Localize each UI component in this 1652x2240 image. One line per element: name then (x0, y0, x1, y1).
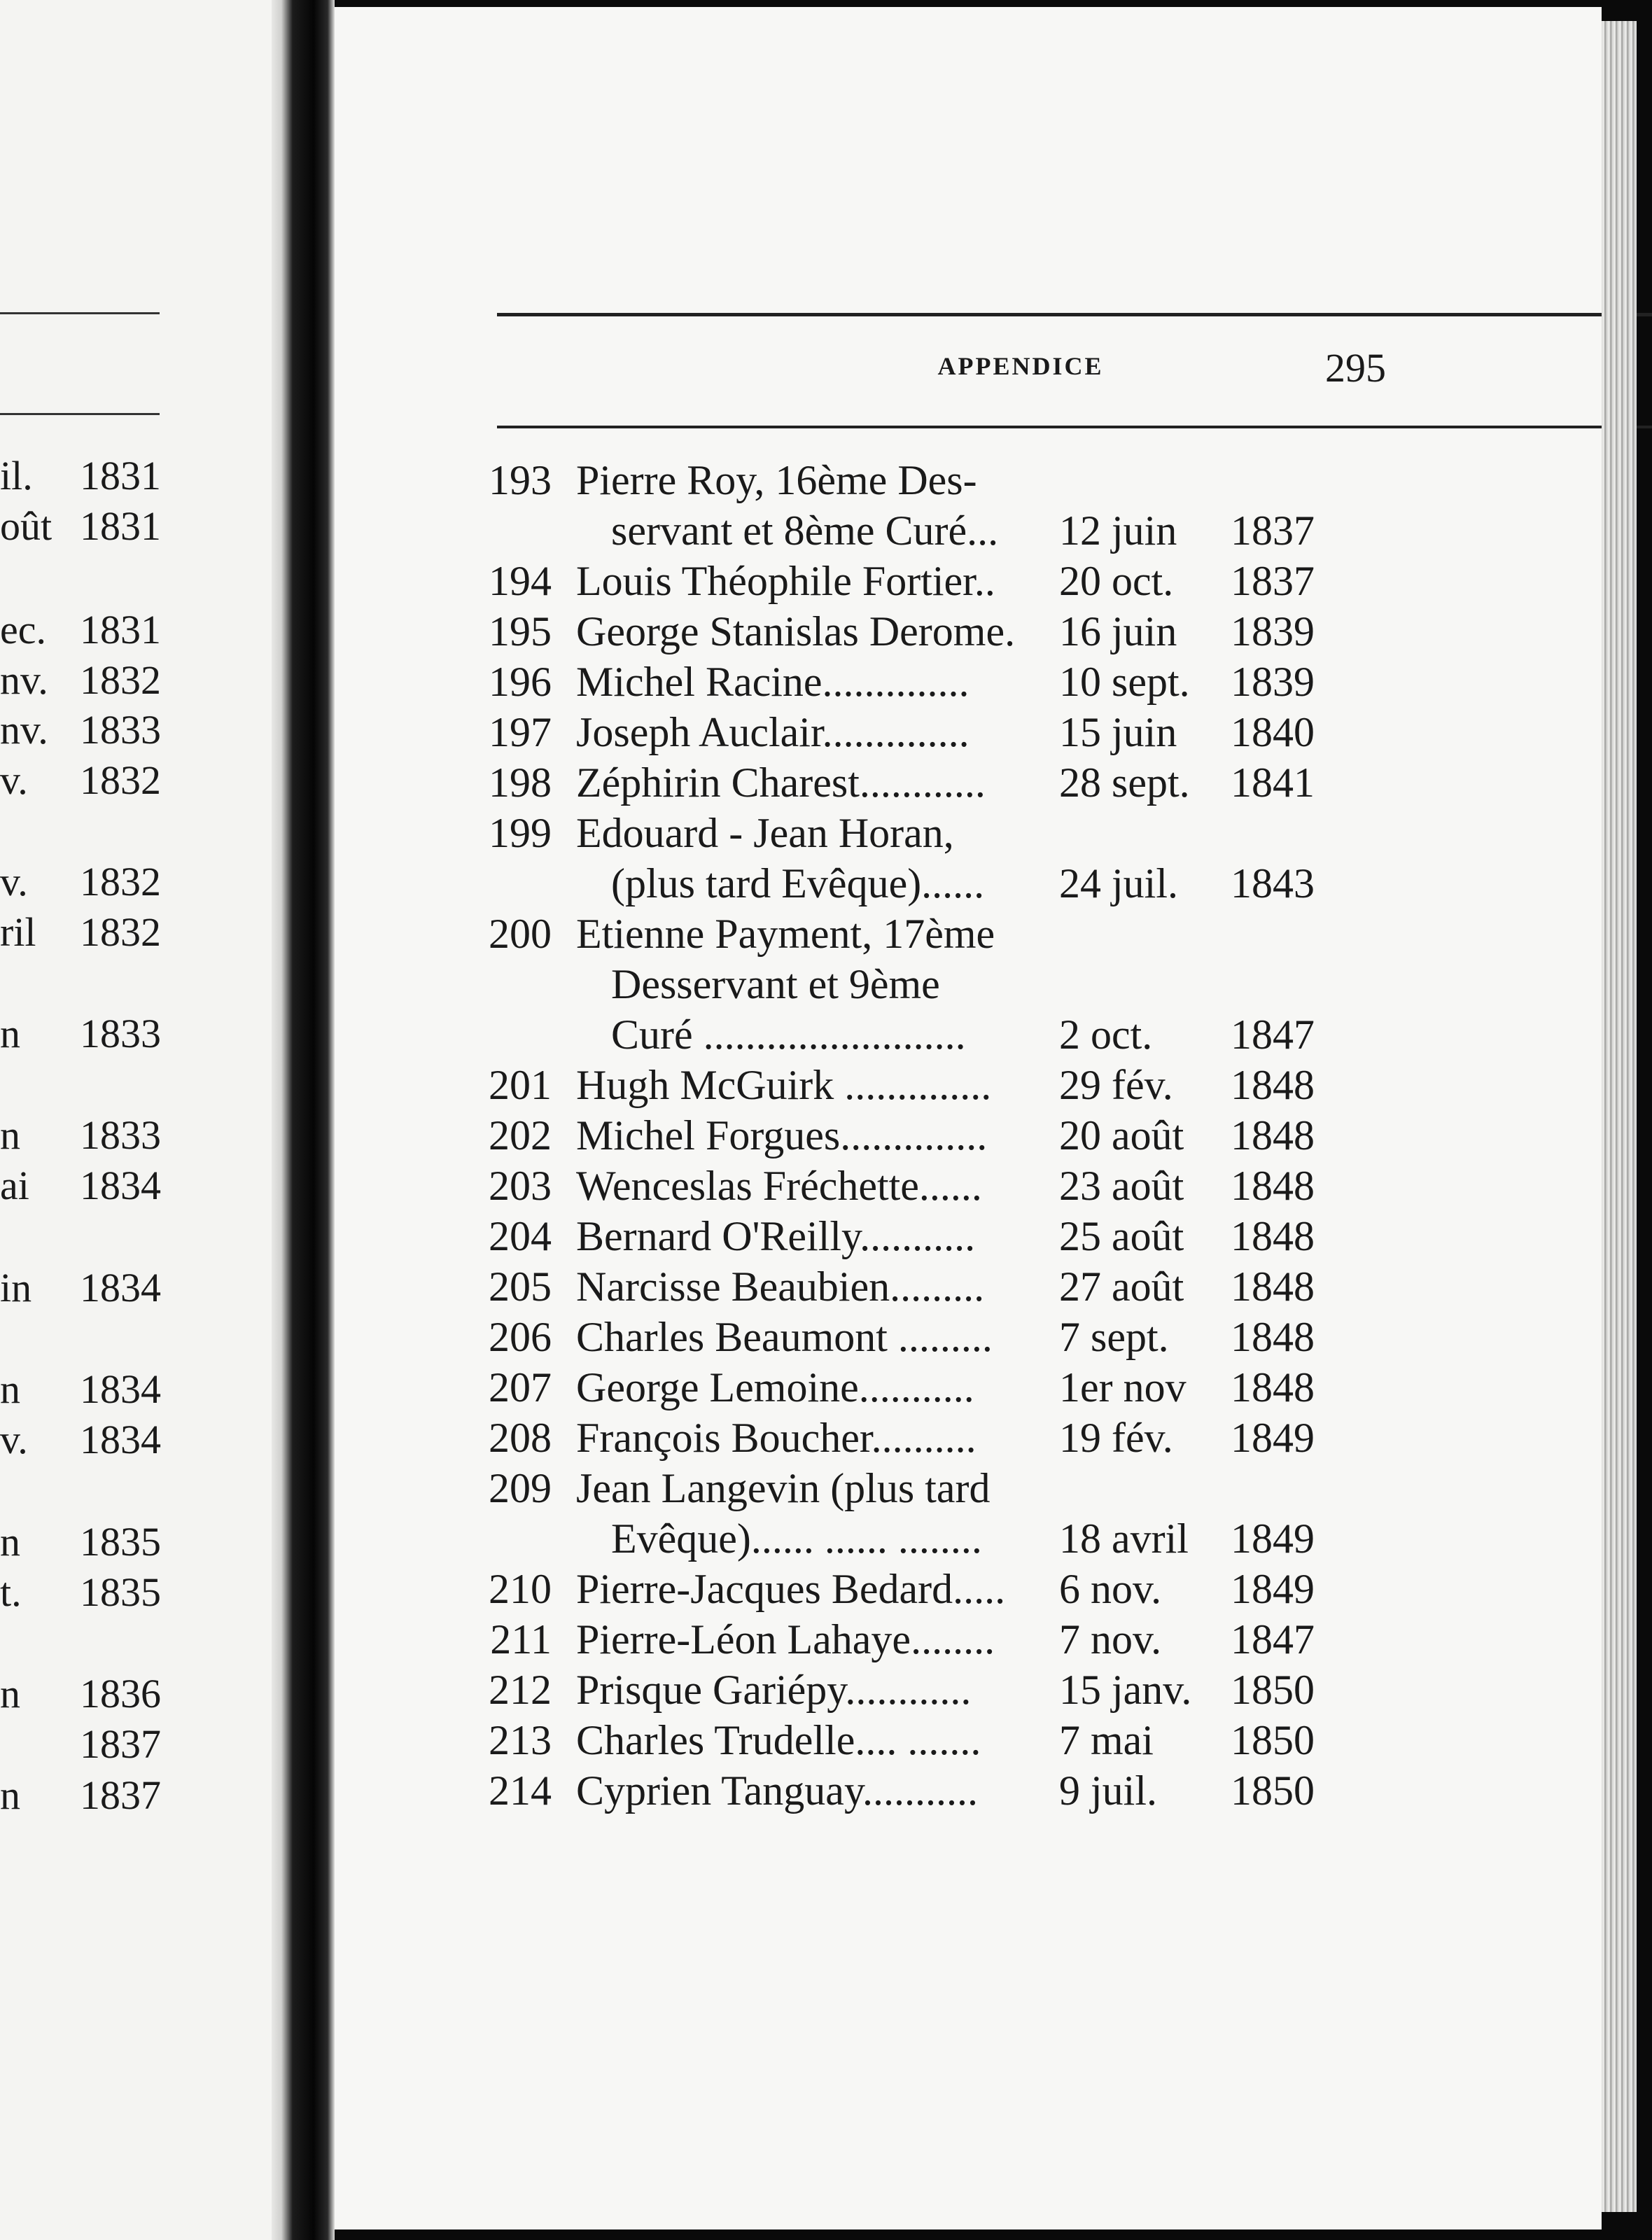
entry-row (335, 1413, 1602, 1463)
entry-name: Etienne Payment, 17ème (576, 911, 995, 957)
entry-row (335, 1211, 1602, 1261)
header-rule-bottom (497, 426, 1652, 428)
left-page-line (0, 1161, 266, 1210)
left-line-year: 1832 (80, 757, 161, 803)
entry-number: 212 (489, 1667, 552, 1713)
entry-row (335, 1060, 1602, 1110)
entry-year: 1848 (1231, 1364, 1315, 1410)
entry-name: George Lemoine........... (576, 1364, 974, 1410)
entry-row (335, 757, 1602, 808)
left-line-fragment: v. (0, 1417, 28, 1462)
page-number: 295 (1325, 345, 1386, 391)
entry-number: 200 (489, 911, 552, 957)
entry-name: Zéphirin Charest............ (576, 760, 986, 806)
entry-number: 195 (489, 608, 552, 654)
entry-number: 196 (489, 659, 552, 705)
entry-number: 197 (489, 709, 552, 755)
entry-date: 29 fév. (1059, 1062, 1173, 1108)
entry-name: Narcisse Beaubien......... (576, 1264, 985, 1310)
entry-year: 1848 (1231, 1213, 1315, 1259)
entry-row (335, 1009, 1602, 1060)
entry-number: 214 (489, 1768, 552, 1814)
left-line-fragment: v. (0, 859, 28, 904)
left-line-fragment: n (0, 1772, 20, 1818)
entry-name: Pierre-Jacques Bedard..... (576, 1566, 1006, 1612)
left-page-line (0, 1111, 266, 1160)
entry-name: Wenceslas Fréchette...... (576, 1163, 982, 1209)
left-line-year: 1832 (80, 657, 161, 703)
left-line-year: 1833 (80, 707, 161, 752)
entry-row (335, 909, 1602, 959)
running-head: APPENDICE (937, 352, 1104, 380)
entry-number: 202 (489, 1112, 552, 1158)
entry-year: 1849 (1231, 1566, 1315, 1612)
left-line-year: 1834 (80, 1163, 161, 1208)
entry-number: 201 (489, 1062, 552, 1108)
entry-row (335, 556, 1602, 606)
left-line-fragment: t. (0, 1569, 22, 1615)
entry-row (335, 1261, 1602, 1312)
left-page-line (0, 1518, 266, 1567)
page-295 (335, 7, 1602, 2230)
left-page-rule (0, 312, 160, 314)
entry-year: 1847 (1231, 1616, 1315, 1662)
entry-name: Hugh McGuirk .............. (576, 1062, 992, 1108)
entry-date: 7 nov. (1059, 1616, 1162, 1662)
entry-row (335, 959, 1602, 1009)
entry-row (335, 808, 1602, 858)
entry-row (335, 1463, 1602, 1513)
left-line-fragment: n (0, 1671, 20, 1716)
entry-number: 206 (489, 1314, 552, 1360)
entry-year: 1839 (1231, 659, 1315, 705)
entry-number: 203 (489, 1163, 552, 1209)
entry-year: 1848 (1231, 1112, 1315, 1158)
entry-row (335, 455, 1602, 505)
entry-date: 23 août (1059, 1163, 1184, 1209)
entry-number: 210 (489, 1566, 552, 1612)
entry-name: Evêque)...... ...... ........ (611, 1516, 982, 1562)
left-line-year: 1835 (80, 1569, 161, 1615)
entry-date: 16 juin (1059, 608, 1177, 654)
left-line-fragment: n (0, 1011, 20, 1056)
left-line-year: 1832 (80, 859, 161, 904)
page-edges (1602, 21, 1637, 2212)
entry-date: 6 nov. (1059, 1566, 1162, 1612)
entry-date: 1er nov (1059, 1364, 1186, 1410)
entry-year: 1843 (1231, 860, 1315, 906)
left-page-line (0, 706, 266, 755)
entry-date: 12 juin (1059, 507, 1177, 554)
entry-number: 211 (490, 1616, 552, 1662)
entry-row (335, 1715, 1602, 1765)
entry-year: 1847 (1231, 1011, 1315, 1058)
left-line-year: 1837 (80, 1772, 161, 1818)
left-line-fragment: nv. (0, 707, 48, 752)
entry-row (335, 1362, 1602, 1413)
left-line-year: 1833 (80, 1011, 161, 1056)
entry-year: 1850 (1231, 1768, 1315, 1814)
entry-row (335, 505, 1602, 556)
entry-name: Charles Beaumont ......... (576, 1314, 993, 1360)
left-page-line (0, 1771, 266, 1820)
entry-year: 1849 (1231, 1415, 1315, 1461)
entry-number: 194 (489, 558, 552, 604)
entry-year: 1839 (1231, 608, 1315, 654)
entry-name: Pierre-Léon Lahaye........ (576, 1616, 995, 1662)
left-page-rule (0, 413, 160, 415)
entry-row (335, 1312, 1602, 1362)
entry-name: George Stanislas Derome. (576, 608, 1016, 654)
left-line-year: 1837 (80, 1721, 161, 1767)
entry-year: 1848 (1231, 1314, 1315, 1360)
entry-number: 193 (489, 457, 552, 503)
entry-date: 28 sept. (1059, 760, 1190, 806)
entry-name: Pierre Roy, 16ème Des- (576, 457, 977, 503)
entry-name: François Boucher.......... (576, 1415, 976, 1461)
left-line-fragment: il. (0, 453, 33, 498)
entry-year: 1848 (1231, 1264, 1315, 1310)
left-line-year: 1833 (80, 1112, 161, 1158)
left-page-line (0, 1568, 266, 1617)
entry-year: 1850 (1231, 1667, 1315, 1713)
entry-year: 1840 (1231, 709, 1315, 755)
entry-row (335, 1564, 1602, 1614)
entry-name: Michel Racine.............. (576, 659, 969, 705)
entry-name: Desservant et 9ème (611, 961, 940, 1007)
left-line-year: 1832 (80, 909, 161, 955)
left-line-year: 1835 (80, 1519, 161, 1564)
left-line-fragment: n (0, 1366, 20, 1412)
book-gutter (272, 0, 335, 2240)
left-page-line (0, 606, 266, 654)
entry-date: 7 mai (1059, 1717, 1154, 1763)
left-page-line (0, 451, 266, 500)
entry-number: 207 (489, 1364, 552, 1410)
left-line-fragment: in (0, 1265, 32, 1310)
left-line-year: 1836 (80, 1671, 161, 1716)
entry-date: 20 oct. (1059, 558, 1174, 604)
left-line-fragment: ai (0, 1163, 29, 1208)
entry-row (335, 1765, 1602, 1816)
entry-date: 10 sept. (1059, 659, 1190, 705)
entry-row (335, 606, 1602, 657)
entry-name: Edouard - Jean Horan, (576, 810, 954, 856)
left-line-year: 1831 (80, 453, 161, 498)
entry-number: 208 (489, 1415, 552, 1461)
left-line-fragment: ril (0, 909, 36, 955)
entry-date: 9 juil. (1059, 1768, 1158, 1814)
entry-date: 7 sept. (1059, 1314, 1169, 1360)
left-line-year: 1831 (80, 503, 161, 549)
entry-date: 19 fév. (1059, 1415, 1173, 1461)
entry-name: (plus tard Evêque)...... (611, 860, 985, 906)
entry-name: Bernard O'Reilly........... (576, 1213, 976, 1259)
entry-name: Joseph Auclair.............. (576, 709, 969, 755)
entry-year: 1837 (1231, 558, 1315, 604)
left-page-line (0, 1264, 266, 1312)
entry-row (335, 657, 1602, 707)
entry-date: 20 août (1059, 1112, 1184, 1158)
entry-year: 1848 (1231, 1062, 1315, 1108)
left-page-line (0, 908, 266, 957)
entry-year: 1837 (1231, 507, 1315, 554)
left-page-line (0, 756, 266, 805)
header-rule-top (497, 313, 1652, 316)
left-line-year: 1834 (80, 1366, 161, 1412)
entry-date: 15 janv. (1059, 1667, 1192, 1713)
left-line-year: 1834 (80, 1417, 161, 1462)
entry-name: Curé ......................... (611, 1011, 966, 1058)
left-line-fragment: oût (0, 503, 52, 549)
entry-number: 198 (489, 760, 552, 806)
left-line-year: 1834 (80, 1265, 161, 1310)
left-line-fragment: n (0, 1112, 20, 1158)
entry-row (335, 858, 1602, 909)
left-line-year: 1831 (80, 607, 161, 652)
entry-row (335, 1665, 1602, 1715)
entry-row (335, 707, 1602, 757)
entry-number: 204 (489, 1213, 552, 1259)
entry-row (335, 1614, 1602, 1665)
entry-number: 209 (489, 1465, 552, 1511)
entry-year: 1841 (1231, 760, 1315, 806)
entry-date: 18 avril (1059, 1516, 1189, 1562)
entry-name: Charles Trudelle.... ....... (576, 1717, 981, 1763)
left-page-line (0, 1670, 266, 1718)
entry-year: 1850 (1231, 1717, 1315, 1763)
left-page-line (0, 502, 266, 551)
left-page-line (0, 1009, 266, 1058)
entry-date: 25 août (1059, 1213, 1184, 1259)
entry-row (335, 1161, 1602, 1211)
facing-page-left (0, 0, 272, 2240)
left-line-fragment: n (0, 1519, 20, 1564)
entry-row (335, 1110, 1602, 1161)
entry-year: 1849 (1231, 1516, 1315, 1562)
entry-name: servant et 8ème Curé... (611, 507, 999, 554)
entry-date: 24 juil. (1059, 860, 1179, 906)
entry-date: 15 juin (1059, 709, 1177, 755)
entry-name: Michel Forgues.............. (576, 1112, 988, 1158)
entry-year: 1848 (1231, 1163, 1315, 1209)
entry-number: 199 (489, 810, 552, 856)
left-page-line (0, 1415, 266, 1464)
left-page-line (0, 656, 266, 705)
left-line-fragment: ec. (0, 607, 46, 652)
left-line-fragment: nv. (0, 657, 48, 703)
left-line-fragment: v. (0, 757, 28, 803)
entry-date: 27 août (1059, 1264, 1184, 1310)
entry-name: Louis Théophile Fortier.. (576, 558, 995, 604)
entry-date: 2 oct. (1059, 1011, 1153, 1058)
entry-name: Cyprien Tanguay........... (576, 1768, 979, 1814)
entry-number: 213 (489, 1717, 552, 1763)
left-page-line (0, 1720, 266, 1769)
entry-name: Prisque Gariépy............ (576, 1667, 972, 1713)
left-page-line (0, 858, 266, 906)
entry-number: 205 (489, 1264, 552, 1310)
left-page-line (0, 1365, 266, 1414)
entry-row (335, 1513, 1602, 1564)
entry-name: Jean Langevin (plus tard (576, 1465, 990, 1511)
